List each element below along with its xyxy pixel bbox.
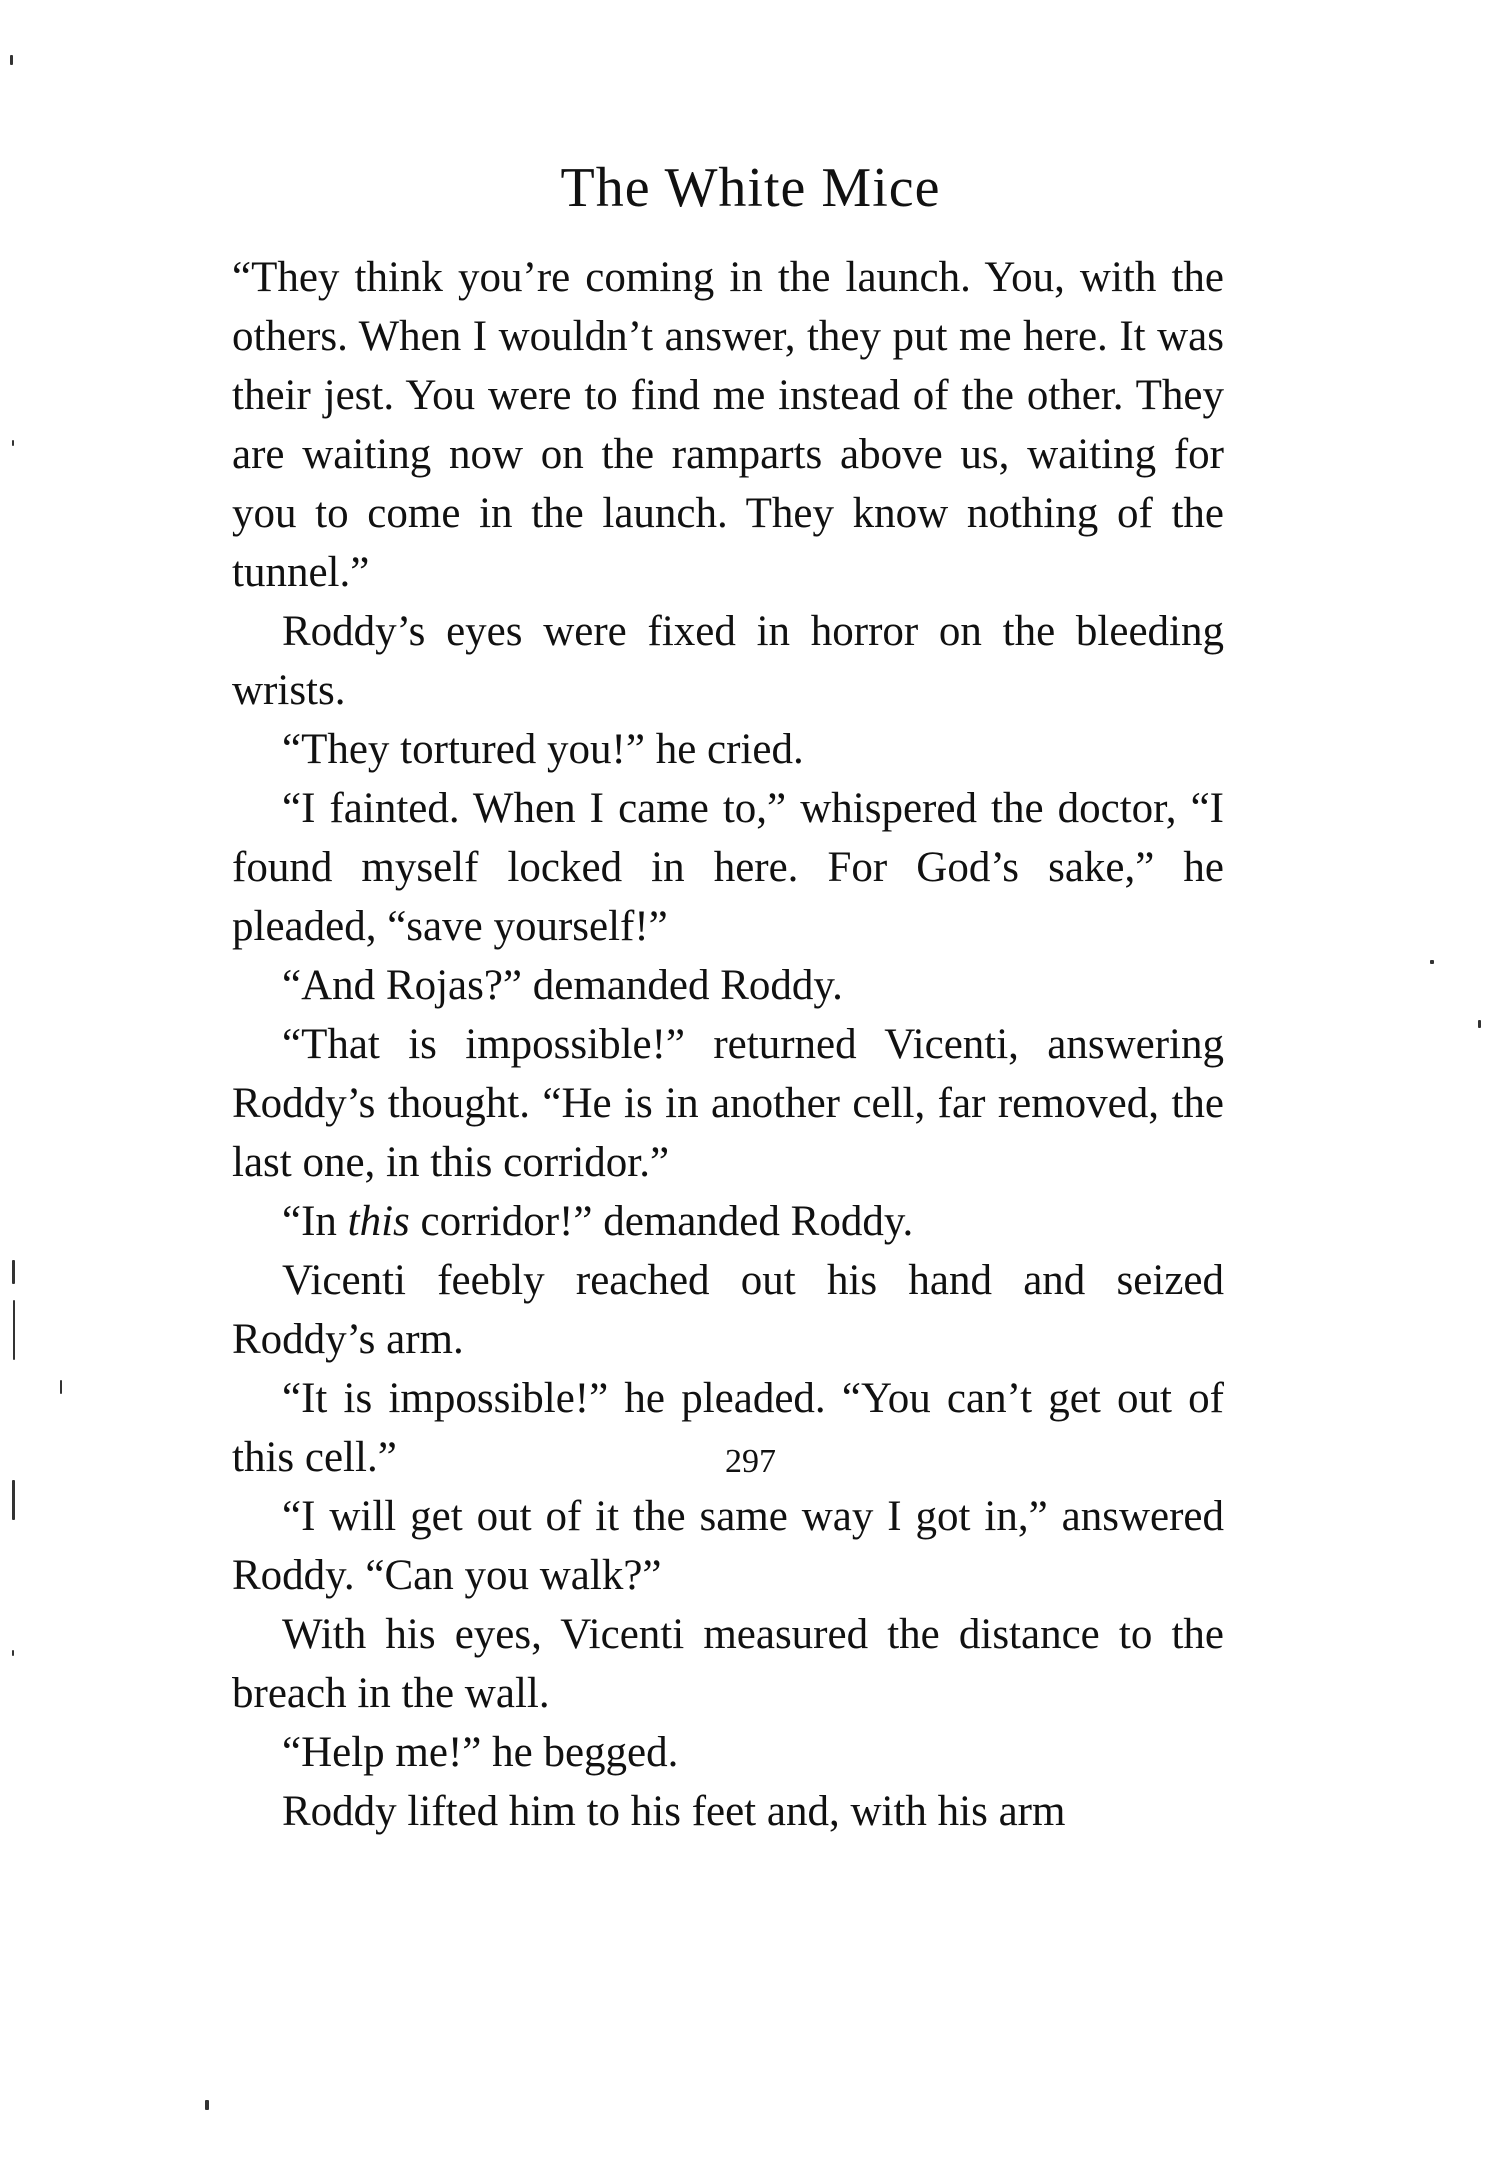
paragraph-text: “In — [282, 1198, 348, 1245]
paragraph: Vicenti feebly reached out his hand and seized Roddy’s arm. — [232, 1257, 1224, 1363]
paragraph — [232, 1192, 1224, 1251]
paragraph: “That is impossible!” returned Vicenti, answering Roddy’s thought. “He is in another cell, far removed, the last one, in this corridor.” — [232, 1021, 1224, 1186]
paragraph: “It is impossible!” he pleaded. “You can’t get out of this cell.” — [232, 1375, 1224, 1481]
body-text — [232, 248, 1224, 1841]
paragraph: “I fainted. When I came to,” whispered the doctor, “I found myself locked in here. For God’s sake,” he pleaded, “save yourself!” — [232, 785, 1224, 950]
paragraph: “They tortured you!” he cried. — [282, 726, 804, 773]
paragraph: “Help me!” he begged. — [282, 1729, 679, 1776]
emphasized-word: this — [347, 1198, 410, 1245]
paragraph: With his eyes, Vicenti measured the distance to the breach in the wall. — [232, 1611, 1224, 1717]
paragraph: “And Rojas?” demanded Roddy. — [282, 962, 843, 1009]
running-head: The White Mice — [560, 157, 941, 219]
paragraph-text: corridor!” demanded Roddy. — [409, 1198, 914, 1245]
page-number: 297 — [725, 1443, 776, 1480]
paragraph: Roddy lifted him to his feet and, with his arm — [282, 1788, 1066, 1835]
paragraph: Roddy’s eyes were fixed in horror on the bleeding wrists. — [232, 608, 1224, 714]
paragraph: “They think you’re coming in the launch. You, with the others. When I wouldn’t answer, they put me here. It was their jest. You were to find me instead of the other. They are waiting now on the ramparts above us, waiting for you to come in the launch. They know nothing of the tunnel.” — [232, 254, 1224, 596]
paragraph: “I will get out of it the same way I got in,” answered Roddy. “Can you walk?” — [232, 1493, 1224, 1599]
